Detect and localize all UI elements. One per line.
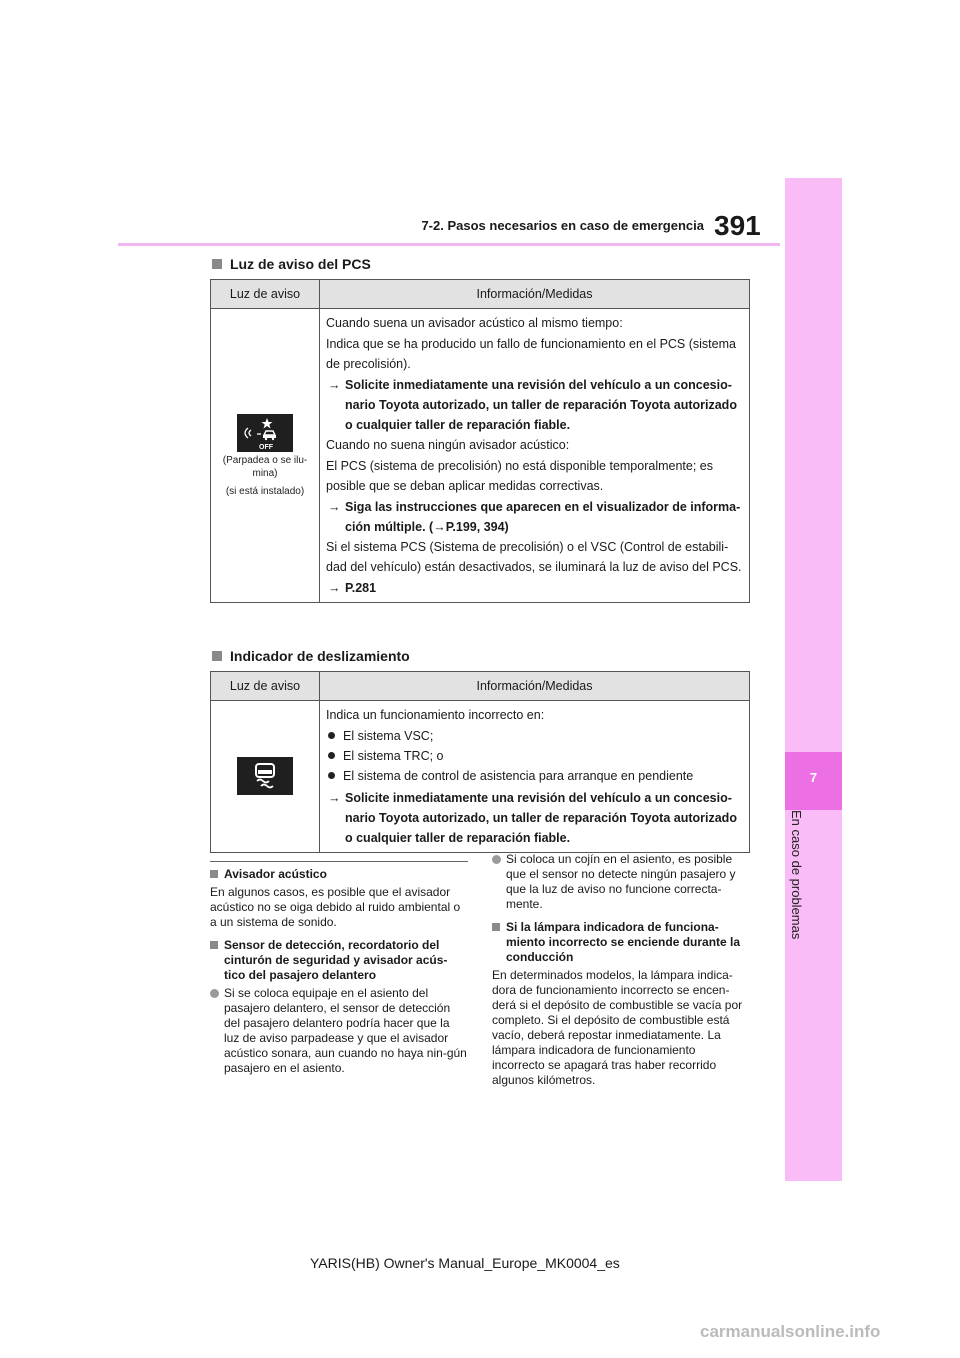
action-line	[326, 788, 743, 848]
note-heading-text: Avisador acústico	[224, 867, 327, 881]
info-cell	[320, 701, 750, 853]
action-text: Siga las instrucciones que aparecen en el visualizador de informa-ción múltiple. (→P.199, 394)	[345, 500, 741, 534]
circle-bullet-icon	[210, 989, 219, 998]
col-header-info: Información/Medidas	[320, 280, 750, 309]
square-bullet-icon	[492, 923, 500, 931]
table-row	[211, 309, 750, 603]
arrow-icon: →	[328, 500, 341, 514]
note-heading-text: Si la lámpara indicadora de funciona-miento incorrecto se enciende durante la conducción	[506, 920, 741, 964]
action-line	[326, 497, 743, 537]
slip-heading-text: Indicador de deslizamiento	[230, 648, 410, 664]
pcs-section-heading	[212, 256, 371, 272]
lamp-caption-1: (Parpadea o se ilu-mina)	[222, 454, 308, 479]
pcs-icon-off-text: OFF	[259, 443, 273, 451]
list-item	[326, 766, 743, 786]
manual-footer: YARIS(HB) Owner's Manual_Europe_MK0004_es	[310, 1255, 620, 1271]
info-line: Si el sistema PCS (Sistema de precolisión) o el VSC (Control de estabili-dad del vehículo) están desactivados, se iluminará la luz de aviso del PCS.	[326, 540, 742, 574]
col-header-lamp: Luz de aviso	[211, 672, 320, 701]
page-number: 391	[714, 210, 761, 241]
bullet-icon	[328, 732, 335, 739]
square-bullet-icon	[212, 651, 222, 661]
chapter-number: 7	[809, 770, 818, 785]
square-bullet-icon	[210, 870, 218, 878]
note-bullet	[492, 852, 750, 912]
pcs-warning-table	[210, 279, 750, 603]
info-line: Indica que se ha producido un fallo de funcionamiento en el PCS (sistema de precolisión).	[326, 337, 736, 371]
list-item-text: El sistema VSC;	[343, 729, 434, 743]
lamp-cell	[211, 309, 320, 603]
square-bullet-icon	[210, 941, 218, 949]
action-line	[326, 375, 743, 435]
circle-bullet-icon	[492, 855, 501, 864]
bullet-icon	[328, 752, 335, 759]
lamp-caption-2: (si está instalado)	[225, 485, 305, 497]
info-line: Cuando no suena ningún avisador acústico:	[326, 438, 570, 452]
chapter-label-box	[787, 810, 807, 970]
slip-section-heading	[212, 648, 410, 664]
col-header-info: Información/Medidas	[320, 672, 750, 701]
note-paragraph: En determinados modelos, la lámpara indica-dora de funcionamiento incorrecto se encen-derá si el depósito de combustible se vacía por completo. Si el depósito de combustible está vacío, deberá repostar inmediatamente. La lámpara indicadora de funcionamiento incorrecto se apagará tras haber recorrido algunos kilómetros.	[492, 968, 743, 1087]
pcs-off-warning-icon	[237, 414, 293, 452]
note-paragraph: En algunos casos, es posible que el avisador acústico no se oiga debido al ruido ambiental o a un sistema de sonido.	[210, 885, 461, 929]
chapter-label: En caso de problemas	[789, 810, 804, 940]
note-bullet	[210, 986, 468, 1076]
chapter-side-tab	[785, 178, 842, 1181]
note-heading	[210, 938, 468, 983]
slip-indicator-table	[210, 671, 750, 853]
col-header-lamp: Luz de aviso	[211, 280, 320, 309]
pcs-heading-text: Luz de aviso del PCS	[230, 256, 371, 272]
slip-indicator-icon	[237, 757, 293, 795]
arrow-icon: →	[328, 791, 341, 805]
note-heading	[492, 920, 750, 965]
list-item-text: El sistema de control de asistencia para arranque en pendiente	[343, 769, 694, 783]
table-header-row	[211, 280, 750, 309]
list-item	[326, 746, 743, 766]
arrow-icon: →	[328, 581, 341, 595]
lamp-cell	[211, 701, 320, 853]
notes-divider	[210, 861, 468, 862]
list-item	[326, 726, 743, 746]
watermark: carmanualsonline.info	[700, 1322, 881, 1341]
info-cell	[320, 309, 750, 603]
info-line: Cuando suena un avisador acústico al mismo tiempo:	[326, 316, 623, 330]
note-heading-text: Sensor de detección, recordatorio del cinturón de seguridad y avisador acús-tico del pasajero delantero	[224, 938, 448, 982]
action-text: Solicite inmediatamente una revisión del vehículo a un concesio-nario Toyota autorizado, un taller de reparación Toyota autorizado o cualquier taller de reparación fiable.	[345, 791, 737, 845]
action-line	[326, 578, 743, 598]
note-heading	[210, 867, 468, 882]
table-row	[211, 701, 750, 853]
note-bullet-text: Si se coloca equipaje en el asiento del pasajero delantero, el sensor de detección del pasajero delantero podría hacer que la luz de aviso parpadease y que el avisador acústico sonara, aun cuando no haya nin-gún pasajero en el asiento.	[224, 986, 467, 1075]
arrow-icon: →	[328, 378, 341, 392]
header-rule	[118, 243, 780, 246]
square-bullet-icon	[212, 259, 222, 269]
page-reference-link[interactable]: P.281	[345, 581, 377, 595]
action-text: Solicite inmediatamente una revisión del vehículo a un concesio-nario Toyota autorizado, un taller de reparación Toyota autorizado o cualquier taller de reparación fiable.	[345, 378, 737, 432]
info-line: El PCS (sistema de precolisión) no está disponible temporalmente; es posible que se deban aplicar medidas correctivas.	[326, 459, 713, 493]
bullet-icon	[328, 772, 335, 779]
notes-left-column	[210, 867, 468, 1084]
table-header-row	[211, 672, 750, 701]
note-bullet-text: Si coloca un cojín en el asiento, es posible que el sensor no detecte ningún pasajero y que la luz de aviso no funcione correcta-mente.	[506, 852, 736, 911]
list-item-text: El sistema TRC; o	[343, 749, 444, 763]
section-title: 7-2. Pasos necesarios en caso de emergencia	[421, 218, 704, 233]
notes-right-column	[492, 852, 750, 1096]
info-line: Indica un funcionamiento incorrecto en:	[326, 708, 545, 722]
